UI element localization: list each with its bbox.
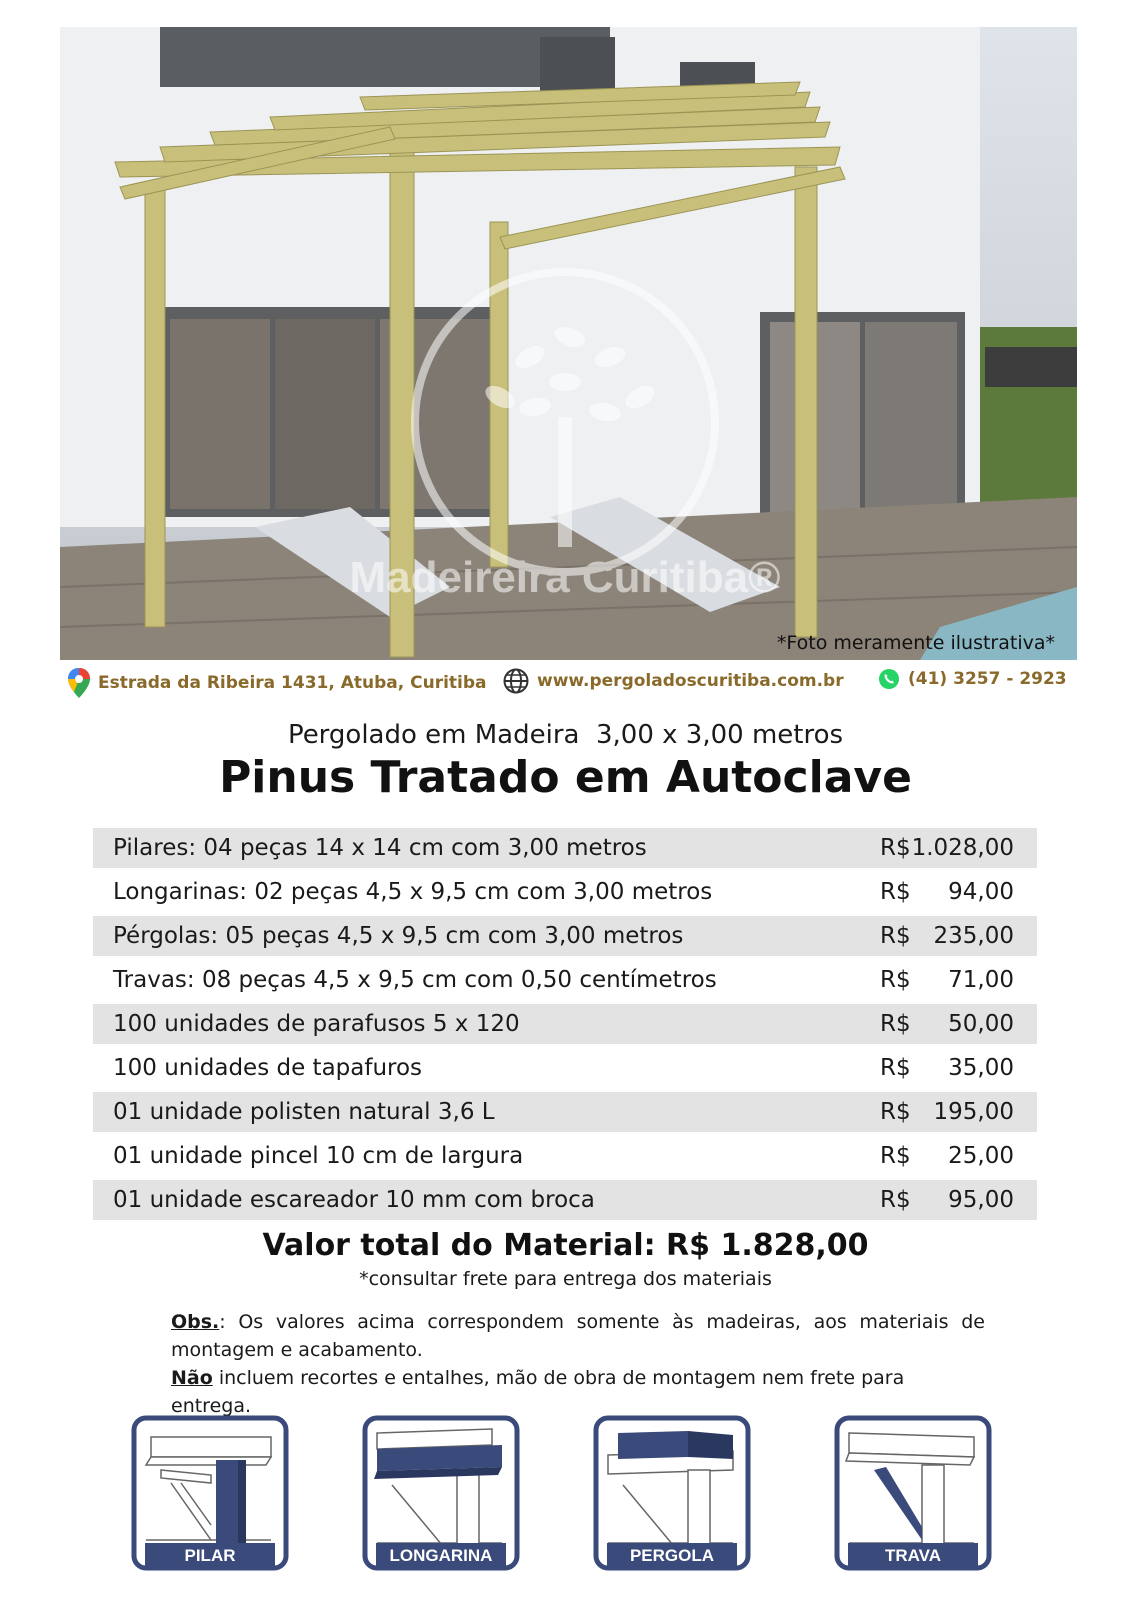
item-description: 100 unidades de tapafuros	[113, 1055, 423, 1081]
part-label: PERGOLA	[607, 1543, 737, 1569]
item-price	[865, 1004, 1037, 1044]
item-description: Travas: 08 peças 4,5 x 9,5 cm com 0,50 centímetros	[113, 967, 717, 993]
product-title: Pinus Tratado em Autoclave	[219, 752, 912, 803]
item-description: 01 unidade polisten natural 3,6 L	[93, 1092, 883, 1132]
item-price	[865, 872, 1037, 912]
price-amount: 50,00	[948, 1011, 1014, 1037]
item-description: Pérgolas: 05 peças 4,5 x 9,5 cm com 3,00 metros	[93, 916, 883, 956]
total-price: Valor total do Material: R$ 1.828,00	[262, 1228, 869, 1263]
part-label: PILAR	[145, 1543, 275, 1569]
part-label: LONGARINA	[376, 1543, 506, 1569]
table-row	[93, 1046, 1037, 1090]
price-amount: 25,00	[948, 1143, 1014, 1169]
currency-symbol: R$	[880, 879, 911, 905]
part-card-trava	[834, 1415, 992, 1575]
obs-line-1: : Os valores acima correspondem somente às madeiras, aos materiais de montagem e acabamento.	[171, 1311, 985, 1361]
part-diagrams	[0, 1415, 1131, 1585]
price-amount: 235,00	[933, 923, 1014, 949]
website-item[interactable]	[503, 668, 844, 694]
table-row	[93, 1002, 1037, 1046]
map-pin-icon	[68, 668, 90, 698]
item-description: 01 unidade escareador 10 mm com broca	[93, 1180, 883, 1220]
item-price	[865, 828, 1037, 868]
contact-bar	[68, 668, 1068, 702]
currency-symbol: R$	[880, 1187, 911, 1213]
svg-text:Madeireira Curitiba®: Madeireira Curitiba®	[349, 553, 781, 602]
whatsapp-icon	[878, 668, 900, 690]
globe-icon	[503, 668, 529, 694]
part-card-pilar	[131, 1415, 289, 1575]
part-card-pergola	[593, 1415, 751, 1575]
price-table	[93, 826, 1037, 1222]
table-row	[93, 1090, 1037, 1134]
observation-note	[171, 1308, 985, 1420]
pergola-illustration	[60, 27, 1077, 660]
price-amount: 71,00	[948, 967, 1014, 993]
product-subtitle: Pergolado em Madeira 3,00 x 3,00 metros	[287, 720, 844, 750]
phone-item[interactable]	[878, 668, 1067, 690]
address-item	[68, 668, 487, 698]
item-price	[865, 1180, 1037, 1220]
currency-symbol: R$	[880, 835, 911, 861]
table-row	[93, 914, 1037, 958]
item-price	[865, 916, 1037, 956]
freight-note: *consultar frete para entrega dos materiais	[359, 1268, 772, 1290]
phone-number[interactable]: (41) 3257 - 2923	[908, 669, 1067, 689]
price-amount: 35,00	[948, 1055, 1014, 1081]
item-description: 01 unidade pincel 10 cm de largura	[113, 1143, 524, 1169]
obs-label: Obs.	[171, 1311, 220, 1333]
price-amount: 1.028,00	[911, 835, 1014, 861]
currency-symbol: R$	[880, 1099, 911, 1125]
table-row	[93, 870, 1037, 914]
table-row	[93, 1134, 1037, 1178]
price-amount: 195,00	[933, 1099, 1014, 1125]
currency-symbol: R$	[880, 1055, 911, 1081]
item-description: 100 unidades de parafusos 5 x 120	[93, 1004, 883, 1044]
part-label: TRAVA	[848, 1543, 978, 1569]
price-amount: 95,00	[948, 1187, 1014, 1213]
address-text: Estrada da Ribeira 1431, Atuba, Curitiba	[98, 673, 487, 693]
hero-photo	[60, 27, 1077, 660]
item-description: Longarinas: 02 peças 4,5 x 9,5 cm com 3,00 metros	[113, 879, 713, 905]
currency-symbol: R$	[880, 1011, 911, 1037]
item-description: Pilares: 04 peças 14 x 14 cm com 3,00 metros	[93, 828, 883, 868]
obs-line-2: incluem recortes e entalhes, mão de obra de montagem nem frete para entrega.	[171, 1367, 905, 1417]
item-price	[865, 1048, 1037, 1088]
item-price	[865, 960, 1037, 1000]
table-row	[93, 958, 1037, 1002]
photo-caption: *Foto meramente ilustrativa*	[776, 632, 1055, 654]
website-link[interactable]: www.pergoladoscuritiba.com.br	[537, 671, 844, 691]
currency-symbol: R$	[880, 1143, 911, 1169]
obs-negation: Não	[171, 1367, 213, 1389]
currency-symbol: R$	[880, 923, 911, 949]
item-price	[865, 1136, 1037, 1176]
part-card-longarina	[362, 1415, 520, 1575]
price-amount: 94,00	[948, 879, 1014, 905]
obs-line-2-wrapper	[171, 1364, 985, 1420]
currency-symbol: R$	[880, 967, 911, 993]
table-row	[93, 1178, 1037, 1222]
item-price	[865, 1092, 1037, 1132]
table-row	[93, 826, 1037, 870]
